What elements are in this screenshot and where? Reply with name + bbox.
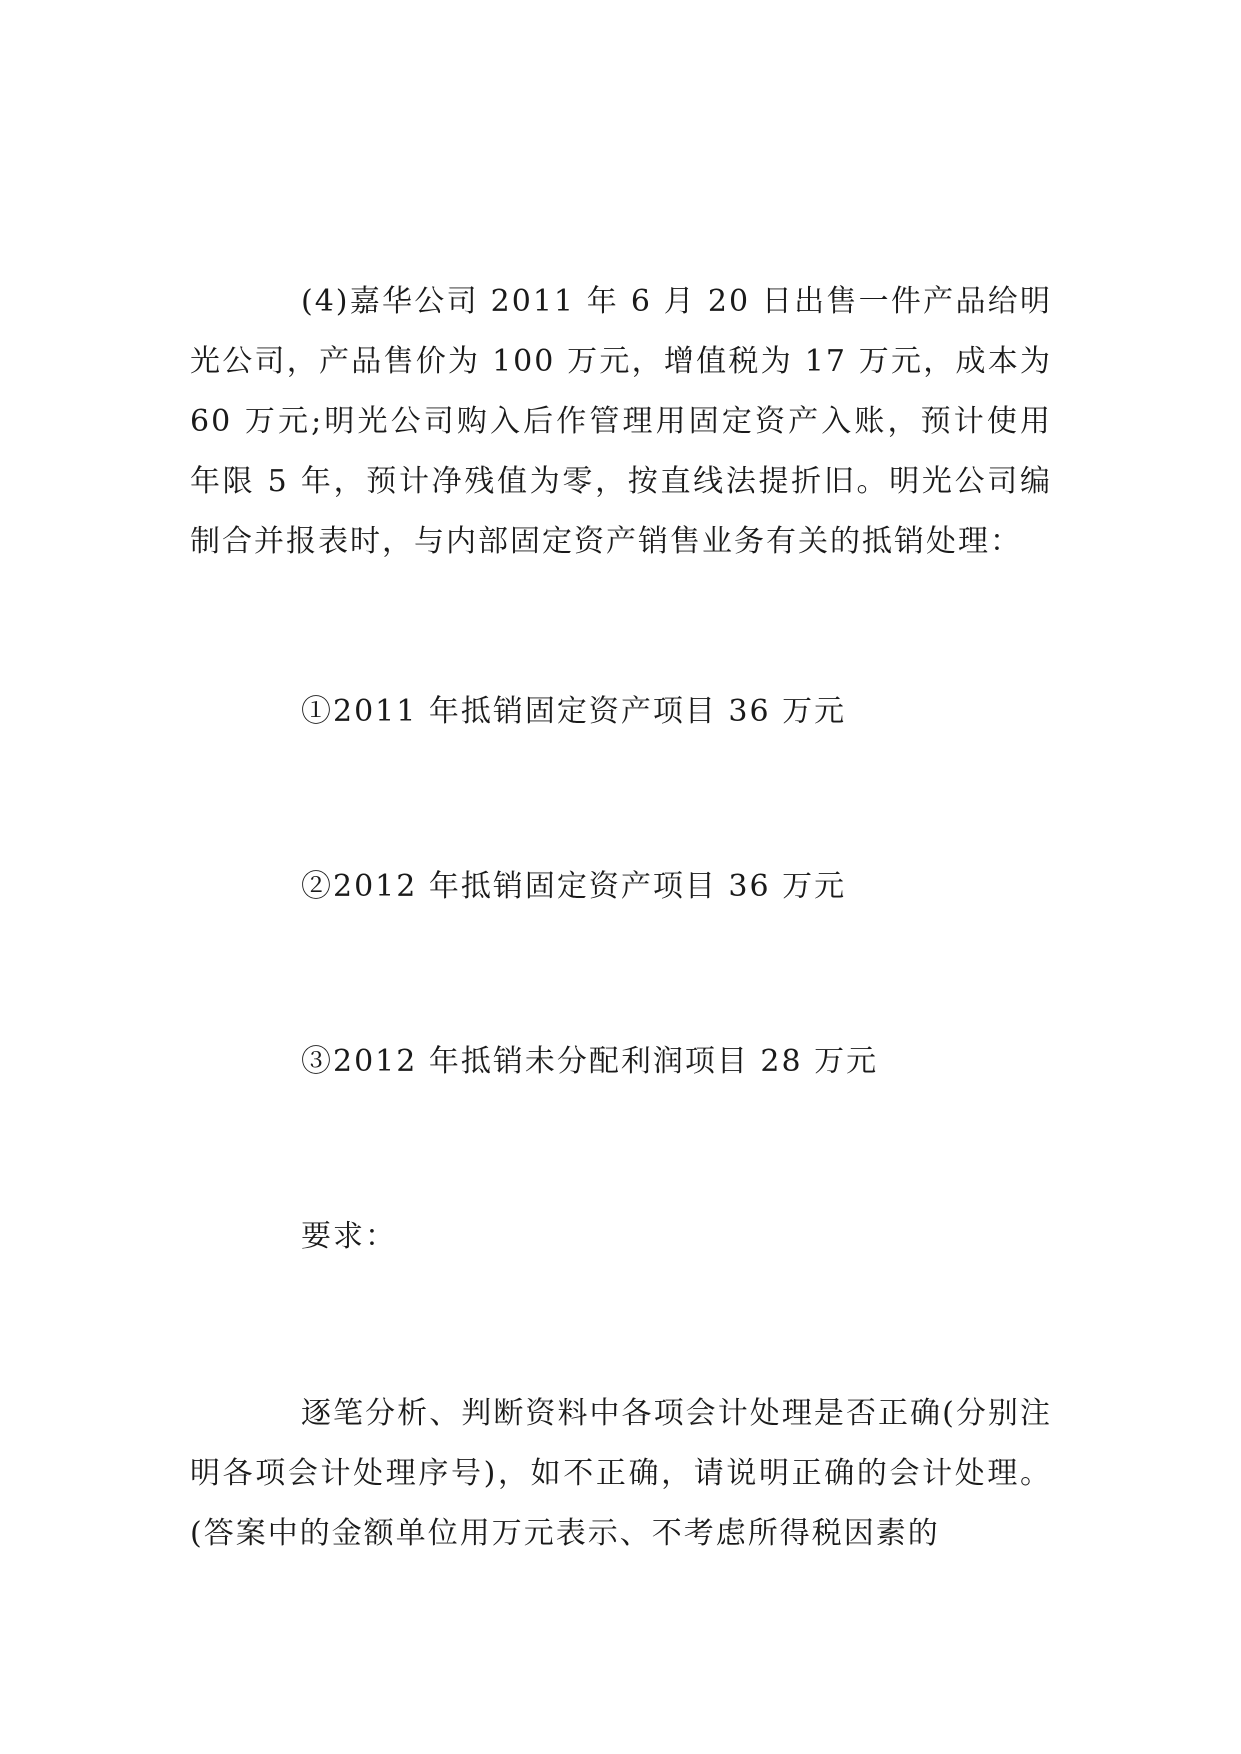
paragraph-intro: (4)嘉华公司 2011 年 6 月 20 日出售一件产品给明光公司，产品售价为 100 万元，增值税为 17 万元，成本为 60 万元;明光公司购入后作管理用固定资产入账，预计使用年限 5 年，预计净残值为零，按直线法提折旧。明光公司编制合并报表时，与内部固定资产销售业务有关的抵销处理： [190, 284, 1052, 559]
paragraph-requirement: 逐笔分析、判断资料中各项会计处理是否正确(分别注明各项会计处理序号)，如不正确，请说明正确的会计处理。(答案中的金额单位用万元表示、不考虑所得税因素的 [190, 1396, 1052, 1551]
list-item: ①2011 年抵销固定资产项目 36 万元 [301, 694, 847, 729]
list-item: ②2012 年抵销固定资产项目 36 万元 [301, 869, 847, 904]
requirement-heading: 要求： [301, 1219, 397, 1254]
list-item: ③2012 年抵销未分配利润项目 28 万元 [301, 1044, 879, 1079]
